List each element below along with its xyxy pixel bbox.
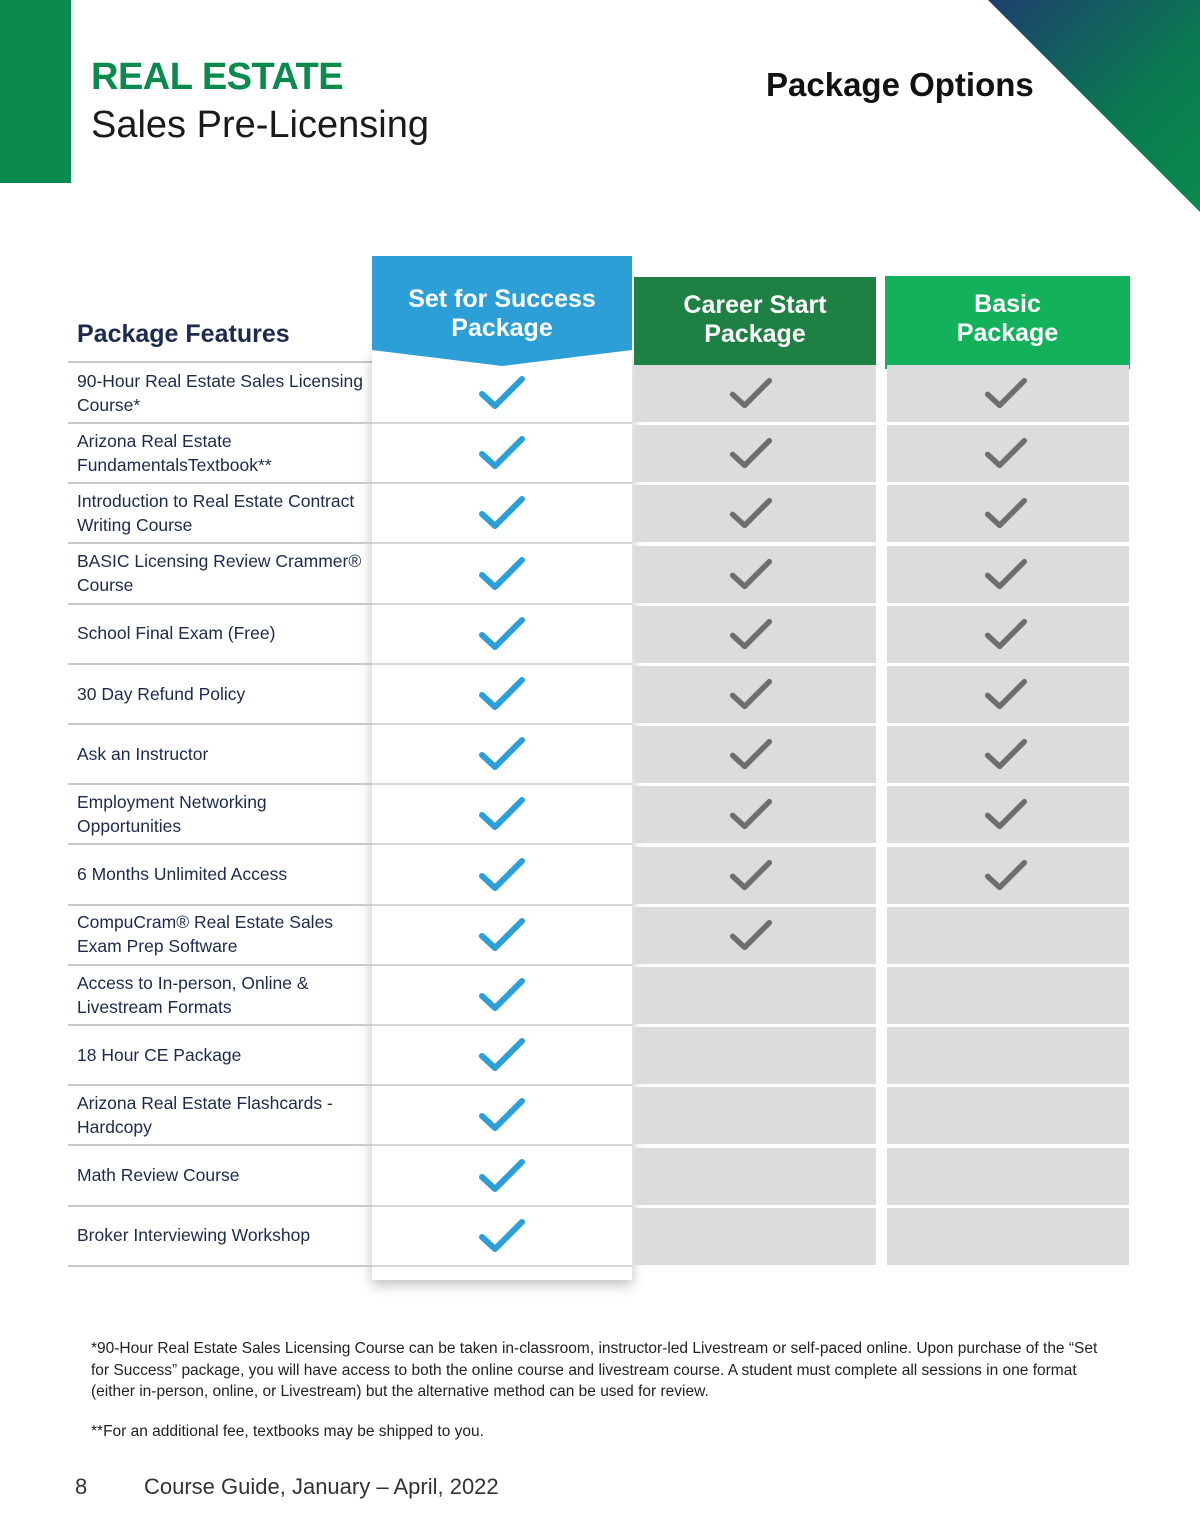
feature-label: Employment Networking Opportunities: [77, 791, 267, 836]
career-start-cell: [634, 425, 876, 482]
column-header-line1: Set for Success: [408, 285, 596, 313]
column-header-basic: [885, 276, 1130, 369]
column-header-line2: Package: [956, 319, 1059, 347]
table-row: [0, 483, 1200, 543]
basic-cell: [887, 1087, 1129, 1144]
check-icon: [478, 434, 526, 472]
check-icon: [729, 677, 773, 712]
page-number: 8: [75, 1474, 88, 1499]
check-icon: [478, 374, 526, 412]
check-icon: [478, 976, 526, 1014]
page-subtitle: Sales Pre-Licensing: [91, 104, 429, 146]
row-divider: [68, 1265, 372, 1267]
table-row: [0, 1206, 1200, 1266]
basic-cell: [887, 1208, 1129, 1265]
feature-label: Introduction to Real Estate Contract Writing Course: [77, 490, 355, 535]
feature-label: Ask an Instructor: [77, 743, 209, 764]
career-start-cell: [634, 967, 876, 1024]
package-options-heading: Package Options: [766, 66, 1034, 103]
table-row: [0, 423, 1200, 483]
career-start-cell: [634, 606, 876, 663]
table-row: [0, 784, 1200, 844]
check-icon: [729, 436, 773, 471]
brand-green-bar: [0, 0, 71, 183]
career-start-cell: [634, 1208, 876, 1265]
career-start-cell: [634, 485, 876, 542]
column-header-career-start: [634, 277, 876, 369]
career-start-cell: [634, 907, 876, 964]
career-start-cell: [634, 1148, 876, 1205]
table-row: [0, 905, 1200, 965]
table-row: [0, 845, 1200, 905]
basic-cell: [887, 726, 1129, 783]
check-icon: [729, 376, 773, 411]
check-icon: [729, 918, 773, 953]
check-icon: [729, 797, 773, 832]
career-start-cell: [634, 666, 876, 723]
career-start-cell: [634, 1027, 876, 1084]
check-icon: [478, 1217, 526, 1255]
career-start-cell: [634, 786, 876, 843]
check-icon: [984, 557, 1028, 592]
basic-cell: [887, 786, 1129, 843]
column-header-set-for-success: [372, 256, 632, 366]
check-icon: [478, 735, 526, 773]
basic-cell: [887, 847, 1129, 904]
basic-cell: [887, 967, 1129, 1024]
check-icon: [478, 1036, 526, 1074]
table-row: [0, 965, 1200, 1025]
check-icon: [984, 858, 1028, 893]
check-icon: [984, 677, 1028, 712]
feature-label: Math Review Course: [77, 1165, 240, 1186]
check-icon: [478, 856, 526, 894]
footnote-course-format: *90-Hour Real Estate Sales Licensing Course can be taken in-classroom, instructor-led Livestream or self-paced online. Upon purchase of the “Set for Success” package, you will have access to both the online course and livestream course. A student must complete all sessions in one format (either in-person, online, or Livestream) but the alternative method can be used for review.: [91, 1340, 1098, 1400]
basic-cell: [887, 907, 1129, 964]
check-icon: [729, 557, 773, 592]
table-row: [0, 604, 1200, 664]
table-row: [0, 664, 1200, 724]
check-icon: [478, 795, 526, 833]
feature-label: Arizona Real Estate FundamentalsTextbook**: [77, 430, 272, 475]
check-icon: [729, 737, 773, 772]
basic-cell: [887, 666, 1129, 723]
check-icon: [478, 615, 526, 653]
basic-cell: [887, 606, 1129, 663]
basic-cell: [887, 365, 1129, 422]
basic-cell: [887, 425, 1129, 482]
basic-cell: [887, 485, 1129, 542]
table-row: [0, 1146, 1200, 1206]
feature-label: 90-Hour Real Estate Sales Licensing Course*: [77, 370, 363, 415]
career-start-cell: [634, 546, 876, 603]
career-start-cell: [634, 1087, 876, 1144]
page-title: REAL ESTATE: [91, 56, 344, 98]
check-icon: [984, 496, 1028, 531]
career-start-cell: [634, 726, 876, 783]
check-icon: [729, 496, 773, 531]
feature-label: Broker Interviewing Workshop: [77, 1225, 311, 1246]
feature-label: Access to In-person, Online & Livestream Formats: [77, 972, 309, 1017]
career-start-cell: [634, 365, 876, 422]
table-row: [0, 363, 1200, 423]
feature-label: 18 Hour CE Package: [77, 1044, 242, 1065]
table-row: [0, 724, 1200, 784]
check-icon: [478, 1096, 526, 1134]
feature-label: Arizona Real Estate Flashcards - Hardcopy: [77, 1092, 333, 1137]
column-header-line2: Package: [704, 320, 806, 348]
check-icon: [984, 797, 1028, 832]
feature-label: School Final Exam (Free): [77, 623, 276, 644]
row-divider: [372, 1265, 632, 1267]
column-header-line1: Career Start: [683, 291, 827, 319]
feature-label: 6 Months Unlimited Access: [77, 864, 288, 885]
feature-label: CompuCram® Real Estate Sales Exam Prep Software: [77, 912, 334, 957]
corner-gradient-triangle: [988, 0, 1200, 212]
check-icon: [984, 376, 1028, 411]
check-icon: [478, 1157, 526, 1195]
check-icon: [729, 858, 773, 893]
check-icon: [984, 436, 1028, 471]
footnote-textbook-shipping: **For an additional fee, textbooks may be shipped to you.: [91, 1423, 484, 1440]
table-row: [0, 1085, 1200, 1145]
check-icon: [478, 916, 526, 954]
check-icon: [984, 737, 1028, 772]
check-icon: [984, 617, 1028, 652]
check-icon: [729, 617, 773, 652]
table-row: [0, 544, 1200, 604]
basic-cell: [887, 546, 1129, 603]
footer-course-guide: Course Guide, January – April, 2022: [144, 1474, 499, 1499]
column-header-line2: Package: [451, 314, 553, 342]
basic-cell: [887, 1027, 1129, 1084]
column-header-line1: Basic: [974, 290, 1041, 318]
check-icon: [478, 494, 526, 532]
feature-label: 30 Day Refund Policy: [77, 683, 246, 704]
table-row: [0, 1025, 1200, 1085]
check-icon: [478, 675, 526, 713]
basic-cell: [887, 1148, 1129, 1205]
check-icon: [478, 555, 526, 593]
features-heading: Package Features: [77, 320, 290, 348]
feature-label: BASIC Licensing Review Crammer® Course: [77, 551, 362, 596]
career-start-cell: [634, 847, 876, 904]
